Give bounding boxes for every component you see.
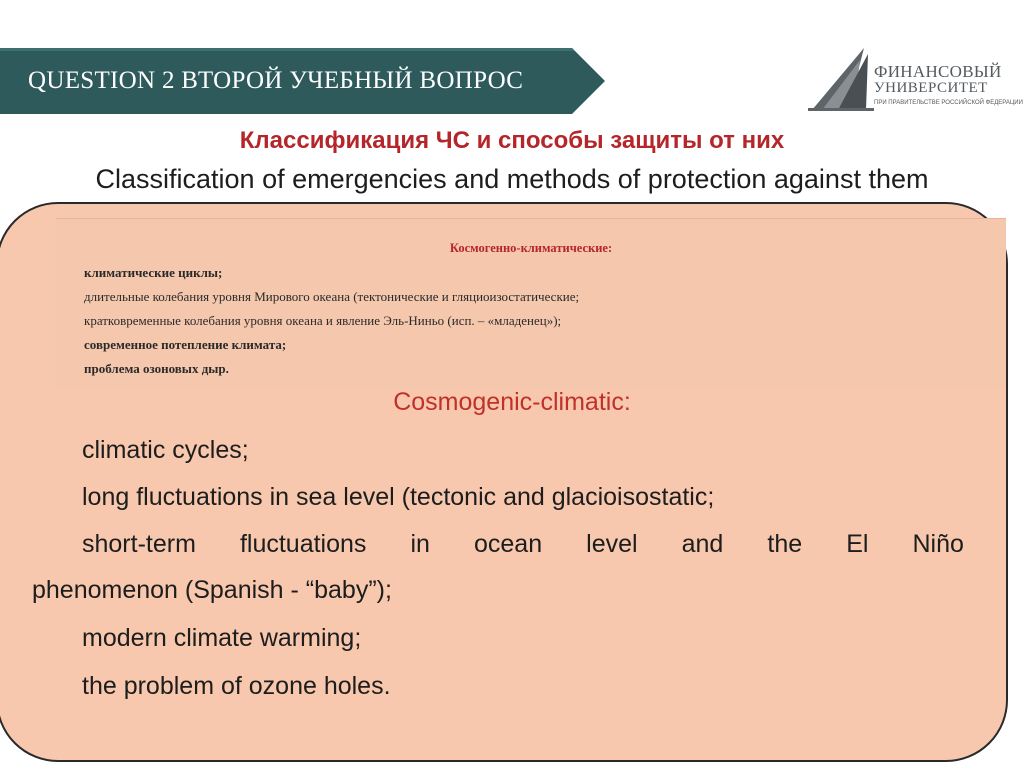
russian-item: современное потепление климата; xyxy=(84,337,287,352)
word: ocean xyxy=(473,530,543,558)
logo-line-1: ФИНАНСОВЫЙ xyxy=(874,62,1002,81)
subtitle-russian: Классификация ЧС и способы защиты от них xyxy=(239,127,785,154)
word: Niño xyxy=(912,530,964,558)
russian-item: климатические циклы; xyxy=(84,265,223,280)
logo-line-3: ПРИ ПРАВИТЕЛЬСТВЕ РОССИЙСКОЙ ФЕДЕРАЦИИ xyxy=(874,100,1023,106)
logo-line-2: УНИВЕРСИТЕТ xyxy=(874,80,988,96)
russian-text-block xyxy=(56,218,1006,387)
title-banner xyxy=(0,48,605,114)
english-item-5: the problem of ozone holes. xyxy=(82,672,391,700)
english-item-3 xyxy=(82,530,964,559)
word: fluctuations xyxy=(239,530,367,558)
word: the xyxy=(767,530,803,558)
word: El xyxy=(846,530,869,558)
english-item-1: climatic cycles; xyxy=(82,436,249,464)
word: level xyxy=(586,530,638,558)
word: short-term xyxy=(82,530,196,558)
banner-title: QUESTION 2 ВТОРОЙ УЧЕБНЫЙ ВОПРОС xyxy=(28,67,524,94)
word: in xyxy=(410,530,430,558)
logo-emblem-icon xyxy=(808,44,874,114)
university-logo xyxy=(808,44,1023,116)
english-heading: Cosmogenic-climatic: xyxy=(393,388,631,416)
russian-item: кратковременные колебания уровня океана и явление Эль-Ниньо (исп. – «младенец»); xyxy=(84,313,562,328)
russian-heading: Космогенно-климатические: xyxy=(449,241,613,255)
word: and xyxy=(681,530,724,558)
english-item-2: long fluctuations in sea level (tectonic and glacioisostatic; xyxy=(82,483,715,511)
russian-item: проблема озоновых дыр. xyxy=(84,361,229,376)
subtitle-english: Classification of emergencies and methods of protection against them xyxy=(95,164,929,194)
english-item-4: modern climate warming; xyxy=(82,624,362,652)
english-item-3-continuation: phenomenon (Spanish - “baby”); xyxy=(32,576,392,604)
russian-item: длительные колебания уровня Мирового океана (тектонические и гляциоизостатические; xyxy=(84,289,580,304)
